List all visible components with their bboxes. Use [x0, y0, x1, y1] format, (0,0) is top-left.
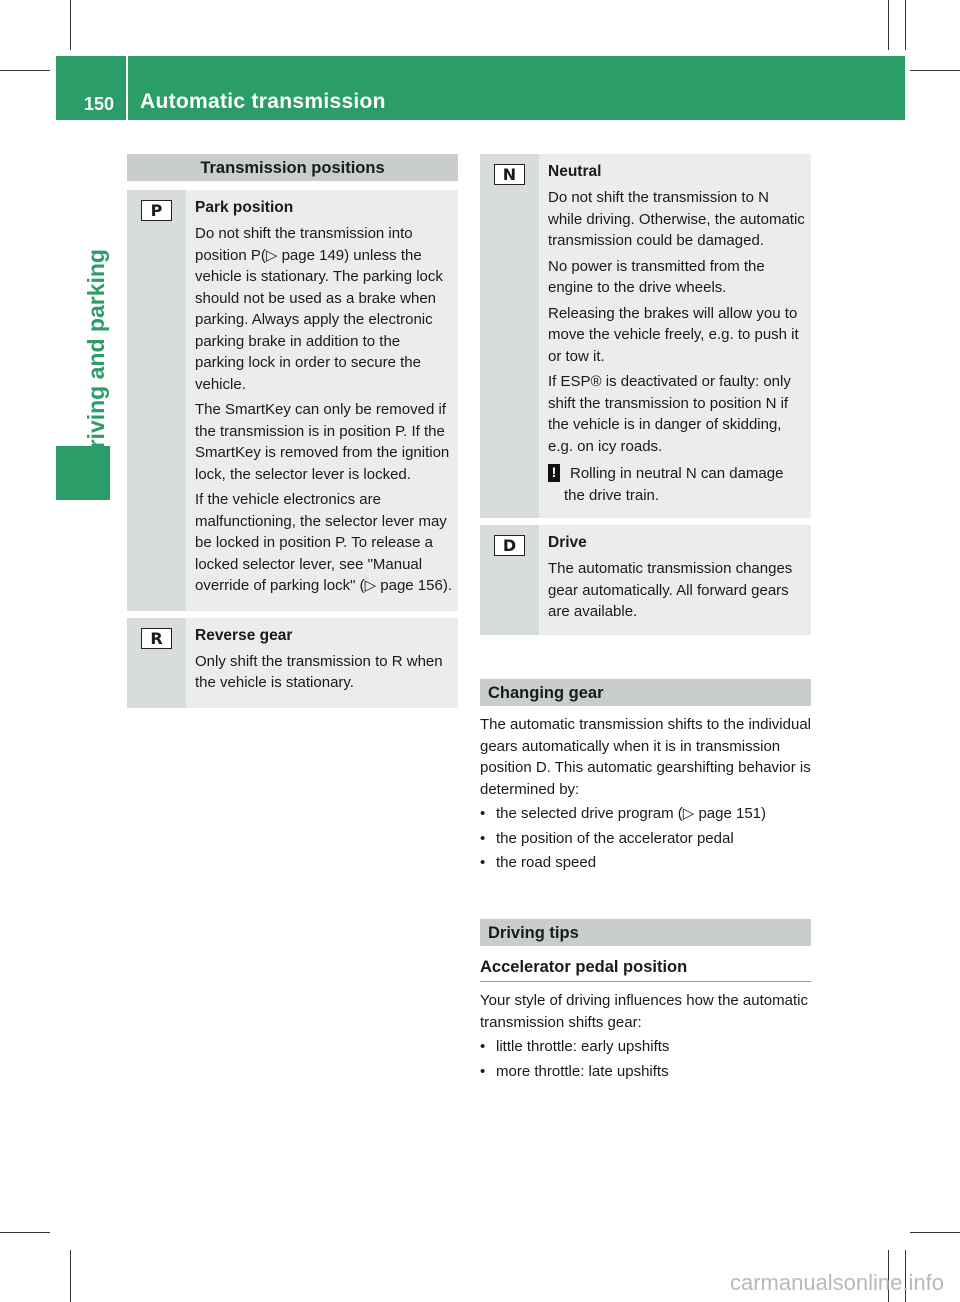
- position-paragraph: Only shift the transmission to R when the vehicle is stationary.: [195, 652, 443, 691]
- position-description: [186, 190, 458, 611]
- list-item: [480, 1061, 811, 1083]
- section-heading-changing-gear: Changing gear: [480, 679, 811, 706]
- changing-gear-body: [480, 714, 811, 874]
- neutral-symbol-icon: N: [494, 164, 525, 185]
- section-heading-transmission-positions: Transmission positions: [127, 154, 458, 181]
- position-description: [186, 618, 458, 708]
- position-paragraph: No power is transmitted from the engine to the drive wheels.: [548, 257, 765, 296]
- position-row-park: [127, 190, 458, 611]
- chapter-tab-label: Driving and parking: [83, 249, 109, 465]
- driving-tips-body: [480, 990, 811, 1082]
- bullet-text: the position of the accelerator pedal: [496, 829, 734, 847]
- section-heading-driving-tips: Driving tips: [480, 919, 811, 946]
- bullet-text: little throttle: early upshifts: [496, 1038, 670, 1055]
- subheading-accelerator-pedal: Accelerator pedal position: [480, 958, 811, 982]
- position-row-reverse: [127, 618, 458, 708]
- transmission-position-table-left: [127, 190, 458, 708]
- position-paragraph: The SmartKey can only be removed if the transmission is in position P. If the SmartKey is removed from the ignition lock, the selector lever is locked.: [195, 401, 450, 483]
- damage-warning: [548, 463, 805, 485]
- crop-mark: [910, 70, 960, 71]
- crop-mark: [888, 0, 889, 50]
- bullet-icon: •: [480, 854, 486, 871]
- header-separator: [126, 56, 128, 120]
- position-paragraph: Releasing the brakes will allow you to move the vehicle freely, e.g. to push it or tow it.: [548, 304, 799, 365]
- reverse-symbol-icon: R: [141, 628, 172, 649]
- position-description: [539, 525, 811, 635]
- position-title: Drive: [548, 534, 587, 551]
- position-paragraph: The automatic transmission changes gear automatically. All forward gears are available.: [548, 560, 793, 620]
- bullet-text: the selected drive program (▷ page 151): [496, 805, 767, 822]
- driving-tips-intro: Your style of driving influences how the automatic transmission shifts gear:: [480, 992, 808, 1031]
- crop-mark: [910, 1232, 960, 1233]
- page-number: 150: [84, 94, 115, 114]
- transmission-position-table-right: [480, 154, 811, 635]
- position-symbol-cell: [480, 154, 539, 518]
- bullet-icon: •: [480, 1038, 486, 1055]
- position-symbol-cell: [127, 618, 186, 708]
- crop-mark: [905, 0, 906, 50]
- position-row-neutral: [480, 154, 811, 518]
- changing-gear-intro: The automatic transmission shifts to the individual gears automatically when it is in transmission position D. This automatic gearshifting behavior is determined by:: [480, 716, 811, 798]
- list-item: [480, 852, 811, 874]
- position-paragraph: Do not shift the transmission to N while driving. Otherwise, the automatic transmission could be damaged.: [548, 189, 805, 249]
- position-row-drive: [480, 525, 811, 635]
- bullet-icon: •: [480, 1062, 486, 1080]
- list-item: [480, 803, 811, 825]
- bullet-icon: •: [480, 829, 486, 847]
- watermark: carmanualsonline.info: [729, 1270, 944, 1295]
- row-gap: [480, 518, 811, 525]
- warning-text-continued: the drive train.: [564, 486, 660, 504]
- bullet-text: more throttle: late upshifts: [496, 1062, 669, 1080]
- position-paragraph: Do not shift the transmission into position P(▷ page 149) unless the vehicle is stationary. The parking lock should not be used as a brake when parking. Always apply the electronic parking brake in addition to the parking lock in order to secure the vehicle.: [195, 225, 443, 393]
- position-symbol-cell: [127, 190, 186, 611]
- warning-text: Rolling in neutral N can damage: [570, 465, 784, 482]
- park-symbol-icon: P: [141, 200, 172, 221]
- crop-mark: [0, 1232, 50, 1233]
- warning-icon: !: [548, 464, 560, 482]
- position-paragraph: If ESP® is deactivated or faulty: only shift the transmission to position N if the vehicle is in danger of skidding, e.g. on icy roads.: [548, 373, 791, 455]
- position-title: Reverse gear: [195, 626, 293, 644]
- crop-mark: [0, 70, 50, 71]
- position-paragraph: If the vehicle electronics are malfunctioning, the selector lever may be locked in position P. To release a locked selector lever, see "Manual override of parking lock" (▷ page 156).: [195, 491, 452, 594]
- position-title: Neutral: [548, 163, 602, 180]
- crop-mark: [70, 1250, 71, 1302]
- list-item: [480, 1036, 811, 1058]
- bullet-text: the road speed: [496, 854, 597, 871]
- list-item: [480, 828, 811, 850]
- drive-symbol-icon: D: [494, 535, 525, 556]
- row-gap: [127, 611, 458, 618]
- position-symbol-cell: [480, 525, 539, 635]
- position-title: Park position: [195, 199, 294, 216]
- bullet-icon: •: [480, 805, 486, 822]
- position-description: [539, 154, 811, 518]
- page-title: Automatic transmission: [140, 90, 386, 113]
- crop-mark: [70, 0, 71, 50]
